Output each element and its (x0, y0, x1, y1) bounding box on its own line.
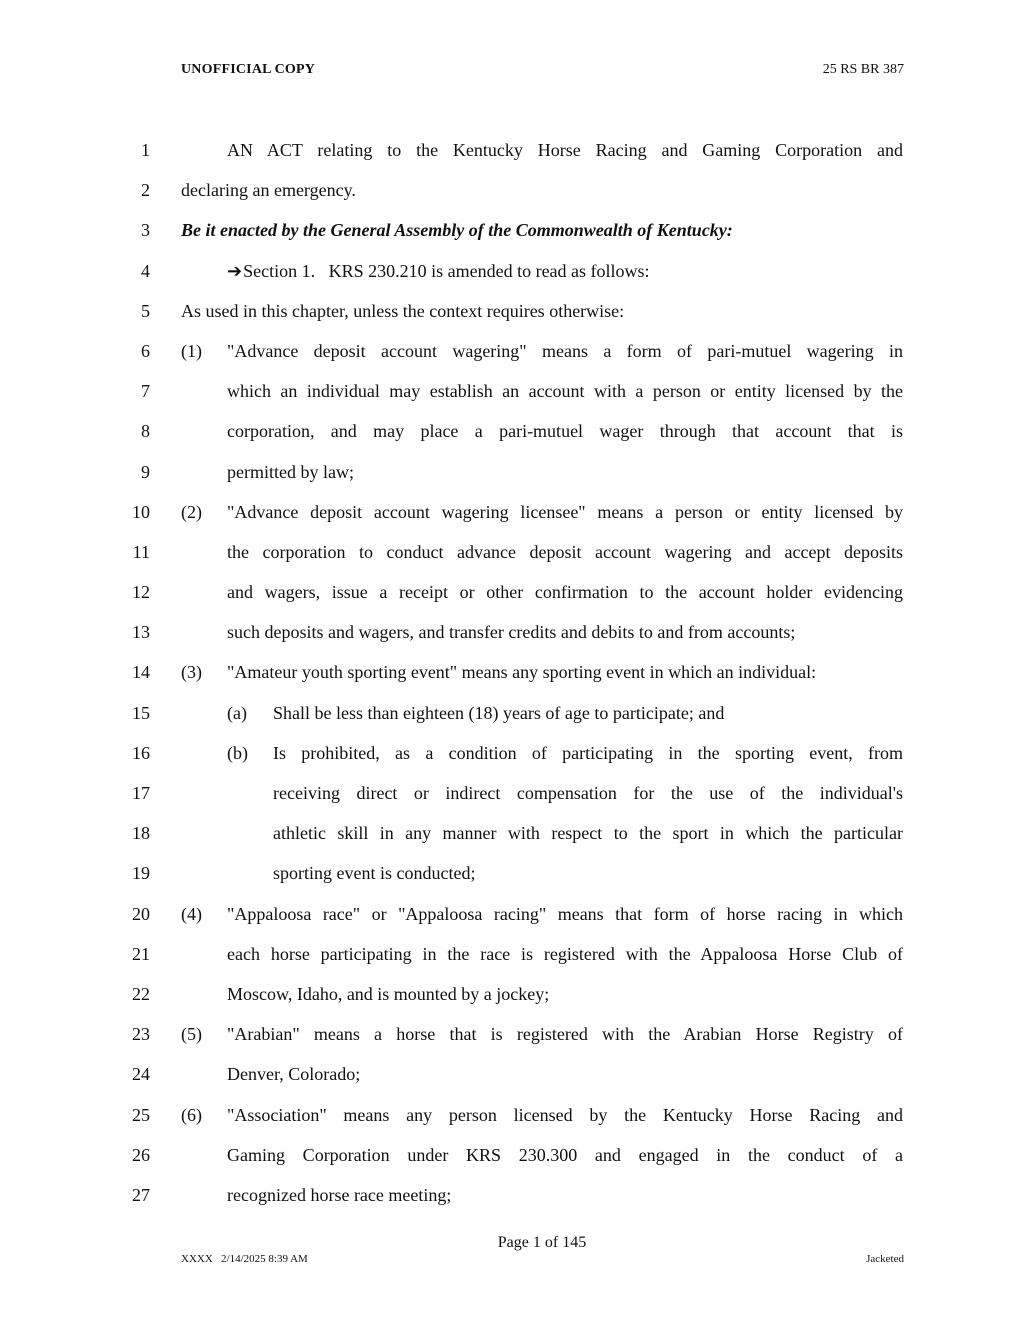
line-19 (0, 853, 1024, 893)
header-unofficial-copy: UNOFFICIAL COPY (181, 62, 316, 77)
line-number: 3 (141, 220, 150, 241)
line-text: recognized horse race meeting; (227, 1184, 452, 1205)
line-14 (0, 652, 1024, 692)
paragraph-label: (b) (227, 742, 248, 763)
line-3 (0, 210, 1024, 250)
line-text: "Advance deposit account wagering" means a form of pari-mutuel wagering in (227, 340, 903, 361)
line-text: "Advance deposit account wagering licensee" means a person or entity licensed by (227, 501, 903, 522)
line-number: 10 (132, 501, 150, 522)
line-text: As used in this chapter, unless the context requires otherwise: (181, 300, 625, 321)
line-26 (0, 1135, 1024, 1175)
line-16 (0, 733, 1024, 773)
subsection-label: (2) (181, 501, 202, 522)
line-text: Moscow, Idaho, and is mounted by a jockey; (227, 983, 550, 1004)
line-text: the corporation to conduct advance deposit account wagering and accept deposits (227, 541, 903, 562)
line-text: each horse participating in the race is registered with the Appaloosa Horse Club of (227, 943, 903, 964)
footer-timestamp: XXXX 2/14/2025 8:39 AM (181, 1253, 308, 1265)
line-number: 25 (132, 1104, 150, 1125)
subsection-label: (4) (181, 903, 202, 924)
line-8 (0, 411, 1024, 451)
line-number: 23 (132, 1024, 150, 1045)
line-number: 18 (132, 823, 150, 844)
paragraph-label: (a) (227, 702, 247, 723)
line-number: 20 (132, 903, 150, 924)
line-text: corporation, and may place a pari-mutuel wager through that account that is (227, 421, 903, 442)
line-text: declaring an emergency. (181, 180, 356, 201)
line-21 (0, 934, 1024, 974)
line-number: 13 (132, 622, 150, 643)
line-number: 7 (141, 381, 150, 402)
line-number: 15 (132, 702, 150, 723)
line-27 (0, 1175, 1024, 1215)
line-text: "Association" means any person licensed by the Kentucky Horse Racing and (227, 1104, 903, 1125)
line-1 (0, 130, 1024, 170)
line-number: 12 (132, 582, 150, 603)
line-5 (0, 291, 1024, 331)
subsection-label: (6) (181, 1104, 202, 1125)
line-25 (0, 1095, 1024, 1135)
section-heading (227, 261, 650, 282)
line-number: 6 (141, 340, 150, 361)
line-number: 8 (141, 421, 150, 442)
line-number: 9 (141, 461, 150, 482)
line-number: 17 (132, 783, 150, 803)
line-6 (0, 331, 1024, 371)
line-24 (0, 1054, 1024, 1094)
line-text: athletic skill in any manner with respect to the sport in which the particular (273, 823, 903, 844)
line-number: 5 (141, 300, 150, 321)
line-20 (0, 894, 1024, 934)
line-text: and wagers, issue a receipt or other confirmation to the account holder evidencing (227, 582, 903, 603)
line-text: Denver, Colorado; (227, 1064, 361, 1085)
line-text: sporting event is conducted; (273, 863, 476, 884)
line-17 (0, 773, 1024, 813)
subsection-label: (5) (181, 1024, 202, 1045)
line-text: AN ACT relating to the Kentucky Horse Racing and Gaming Corporation and (227, 140, 903, 160)
line-number: 11 (132, 541, 150, 562)
line-4 (0, 251, 1024, 291)
line-number: 21 (132, 943, 150, 964)
enacting-clause: Be it enacted by the General Assembly of the Commonwealth of Kentucky: (181, 220, 733, 241)
subsection-label: (1) (181, 340, 202, 361)
line-7 (0, 371, 1024, 411)
line-number: 2 (141, 180, 150, 201)
line-text: "Amateur youth sporting event" means any sporting event in which an individual: (227, 662, 817, 683)
line-text: such deposits and wagers, and transfer credits and debits to and from accounts; (227, 622, 796, 643)
line-number: 26 (132, 1144, 150, 1165)
line-number: 4 (141, 260, 150, 281)
line-18 (0, 813, 1024, 853)
line-11 (0, 532, 1024, 572)
line-22 (0, 974, 1024, 1014)
line-text: which an individual may establish an account with a person or entity licensed by the (227, 381, 903, 402)
line-text: "Appaloosa race" or "Appaloosa racing" means that form of horse racing in which (227, 903, 903, 924)
arrow-right-icon: ➔ (227, 260, 243, 281)
footer-status: Jacketed (866, 1253, 904, 1265)
line-number: 16 (132, 742, 150, 763)
line-text: Shall be less than eighteen (18) years of age to participate; and (273, 702, 725, 723)
line-text: Gaming Corporation under KRS 230.300 and engaged in the conduct of a (227, 1144, 903, 1165)
line-number: 19 (132, 863, 150, 884)
line-number: 24 (132, 1064, 150, 1085)
page-number: Page 1 of 145 (497, 1234, 587, 1251)
line-9 (0, 452, 1024, 492)
line-23 (0, 1014, 1024, 1054)
line-number: 27 (132, 1184, 150, 1205)
line-number: 14 (132, 662, 150, 683)
line-text: "Arabian" means a horse that is registered with the Arabian Horse Registry of (227, 1024, 903, 1045)
line-13 (0, 612, 1024, 652)
document-body (0, 130, 1024, 1215)
line-12 (0, 572, 1024, 612)
line-10 (0, 492, 1024, 532)
line-number: 22 (132, 983, 150, 1004)
section-heading-text: Section 1. KRS 230.210 is amended to read as follows: (243, 260, 650, 281)
line-text: receiving direct or indirect compensation for the use of the individual's (273, 783, 903, 803)
line-15 (0, 693, 1024, 733)
line-2 (0, 170, 1024, 210)
subsection-label: (3) (181, 662, 202, 683)
line-text: permitted by law; (227, 461, 354, 482)
header-bill-number: 25 RS BR 387 (822, 62, 904, 77)
line-text: Is prohibited, as a condition of participating in the sporting event, from (273, 742, 903, 763)
line-number: 1 (141, 140, 150, 160)
